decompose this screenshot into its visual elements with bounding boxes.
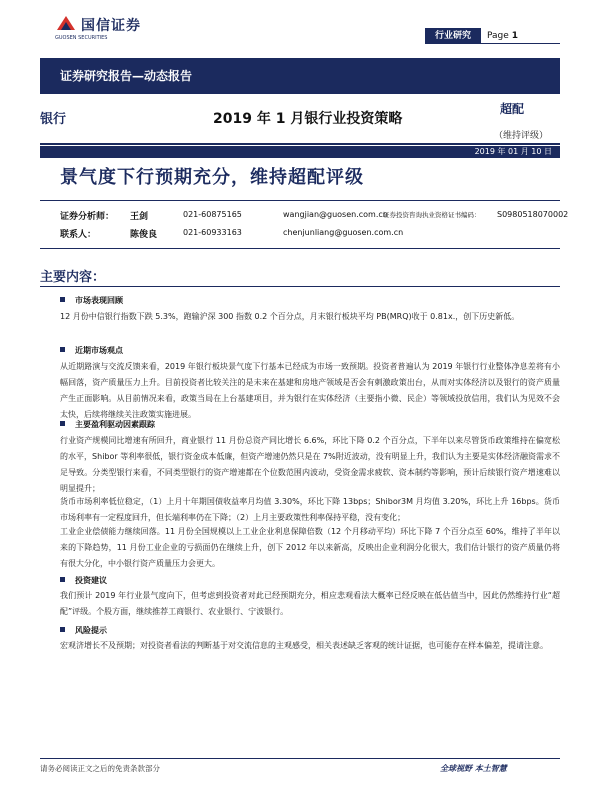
section-heading-risk: 风险提示 (60, 625, 107, 636)
guosen-logo-icon (55, 12, 77, 34)
section-para: 工业企业偿债能力继续回落。11 月份全国规模以上工业企业利息保障倍数（12 个月移动平均）环比下降 7 个百分点至 60%，维持了半年以来的下降趋势，11 月份工业企业的亏损面仍在继续上升，创下 2012 年以来新高，反映出企业利润分化很大，我们估计银行的资产质量仍将有很大分化，中小银行资产质量压力会更大。 (60, 527, 560, 568)
rating: 超配 (500, 102, 525, 116)
page-number: 1 (511, 31, 518, 41)
page-label: Page (487, 31, 509, 41)
footer-slogan: 全球视野 本土智慧 (440, 764, 507, 773)
section-heading-advice: 投资建议 (60, 575, 107, 586)
page-indicator (481, 28, 560, 44)
analyst-cert-label: 证券投资咨询执业资格证书编码： (383, 211, 481, 219)
section-para: 货币市场利率低位稳定，（1）上月十年期国债收益率月均值 3.30%，环比下降 13bps；Shibor3M 月均值 3.20%，环比上升 16bps。货币市场利率有一定程度回升，但长端利率仍在下降；（2）上月主要政策性利率保持平稳，没有变化； (60, 497, 560, 522)
main-title-divider (40, 286, 560, 287)
contact-name: 陈俊良 (130, 230, 158, 240)
analyst-role: 证券分析师： (60, 212, 115, 222)
section-para: 宏观济增长不及预期；对投资者看法的判断基于对交流信息的主观感受，相关表述缺乏客观的统计证据，也可能存在样本偏差，提请注意。 (60, 641, 548, 650)
logo-name: 国信证券 (81, 18, 141, 34)
main-content-title: 主要内容： (40, 270, 106, 285)
report-date: 2019 年 01 月 10 日 (40, 146, 560, 158)
report-type-tag: 行业研究 (425, 28, 481, 44)
analyst-top-divider (40, 200, 560, 201)
footer-disclaimer[interactable]: 请务必阅读正文之后的免责条款部分 (40, 764, 160, 773)
sector-label: 银行 (40, 112, 67, 127)
section-heading-views: 近期市场观点 (60, 345, 123, 356)
company-logo (55, 12, 150, 41)
contact-phone: 021-60933163 (183, 228, 242, 237)
report-title: 2019 年 1 月银行业投资策略 (213, 111, 403, 127)
section-para: 从近期路演与交流反馈来看，2019 年银行板块景气度下行基本已经成为市场一致预期。投资者普遍认为 2019 年银行行业整体净息差将有小幅回落，资产质量压力上升。目前投资者比较关注的是未来在基建和房地产领域是否会有刺激政策出台，从而对实体经济以及银行的资产质量产生正面影响。从目前情况来看，政策当局在上台基建项目，并为银行在实体经济（主要指小微、民企）等领域投放信用，我们认为见效不会太快，后续将继续关注政策实施进展。 (60, 362, 560, 419)
bullet-square-icon (60, 627, 65, 632)
title-divider (40, 143, 560, 145)
analyst-cert: S0980518070002 (497, 210, 569, 219)
bullet-square-icon (60, 297, 65, 302)
contact-role: 联系人： (60, 230, 97, 240)
section-heading-market: 市场表现回顾 (60, 295, 123, 306)
logo-sub: GUOSEN SECURITIES (55, 35, 108, 41)
section-para: 12 月份中信银行指数下跌 5.3%，跑输沪深 300 指数 0.2 个百分点，月末银行板块平均 PB(MRQ)收于 0.81x.，创下历史新低。 (60, 312, 520, 321)
bullet-square-icon (60, 347, 65, 352)
footer-divider (40, 758, 560, 759)
analyst-email[interactable]: wangjian@guosen.com.cn (283, 210, 388, 219)
headline: 景气度下行预期充分，维持超配评级 (60, 167, 364, 188)
analyst-phone: 021-60875165 (183, 210, 242, 219)
bullet-square-icon (60, 421, 65, 426)
contact-email[interactable]: chenjunliang@guosen.com.cn (283, 228, 404, 237)
section-para: 我们预计 2019 年行业景气度向下，但考虑到投资者对此已经预期充分，相应悲观看法大概率已经反映在低估值当中，因此仍然维持行业“超配”评级。个股方面，继续推荐工商银行、农业银行、宁波银行。 (60, 591, 560, 616)
section-para: 行业资产规模同比增速有所回升，商业银行 11 月份总资产同比增长 6.6%，环比下降 0.2 个百分点，下半年以来尽管货币政策维持在偏宽松的水平，Shibor 等利率很低，银行资金成本低廉，但资产增速仍然只是在 7%附近波动，没有明显上升，我们认为主要是实体经济融资需求不足导致。分类型银行来看，不同类型银行的资产增速都在个位数范围内波动，受资金需求疲软、资本制约等影响，预计后续银行资产增速难以明显提升； (60, 436, 560, 493)
analyst-name: 王剑 (130, 212, 149, 222)
section-heading-drivers: 主要盈利驱动因素跟踪 (60, 419, 155, 430)
header-right (425, 28, 560, 44)
report-category-band: 证券研究报告—动态报告 (40, 58, 560, 94)
bullet-square-icon (60, 577, 65, 582)
analyst-bottom-divider (40, 248, 560, 249)
rating-sub: （维持评级） (494, 131, 549, 141)
